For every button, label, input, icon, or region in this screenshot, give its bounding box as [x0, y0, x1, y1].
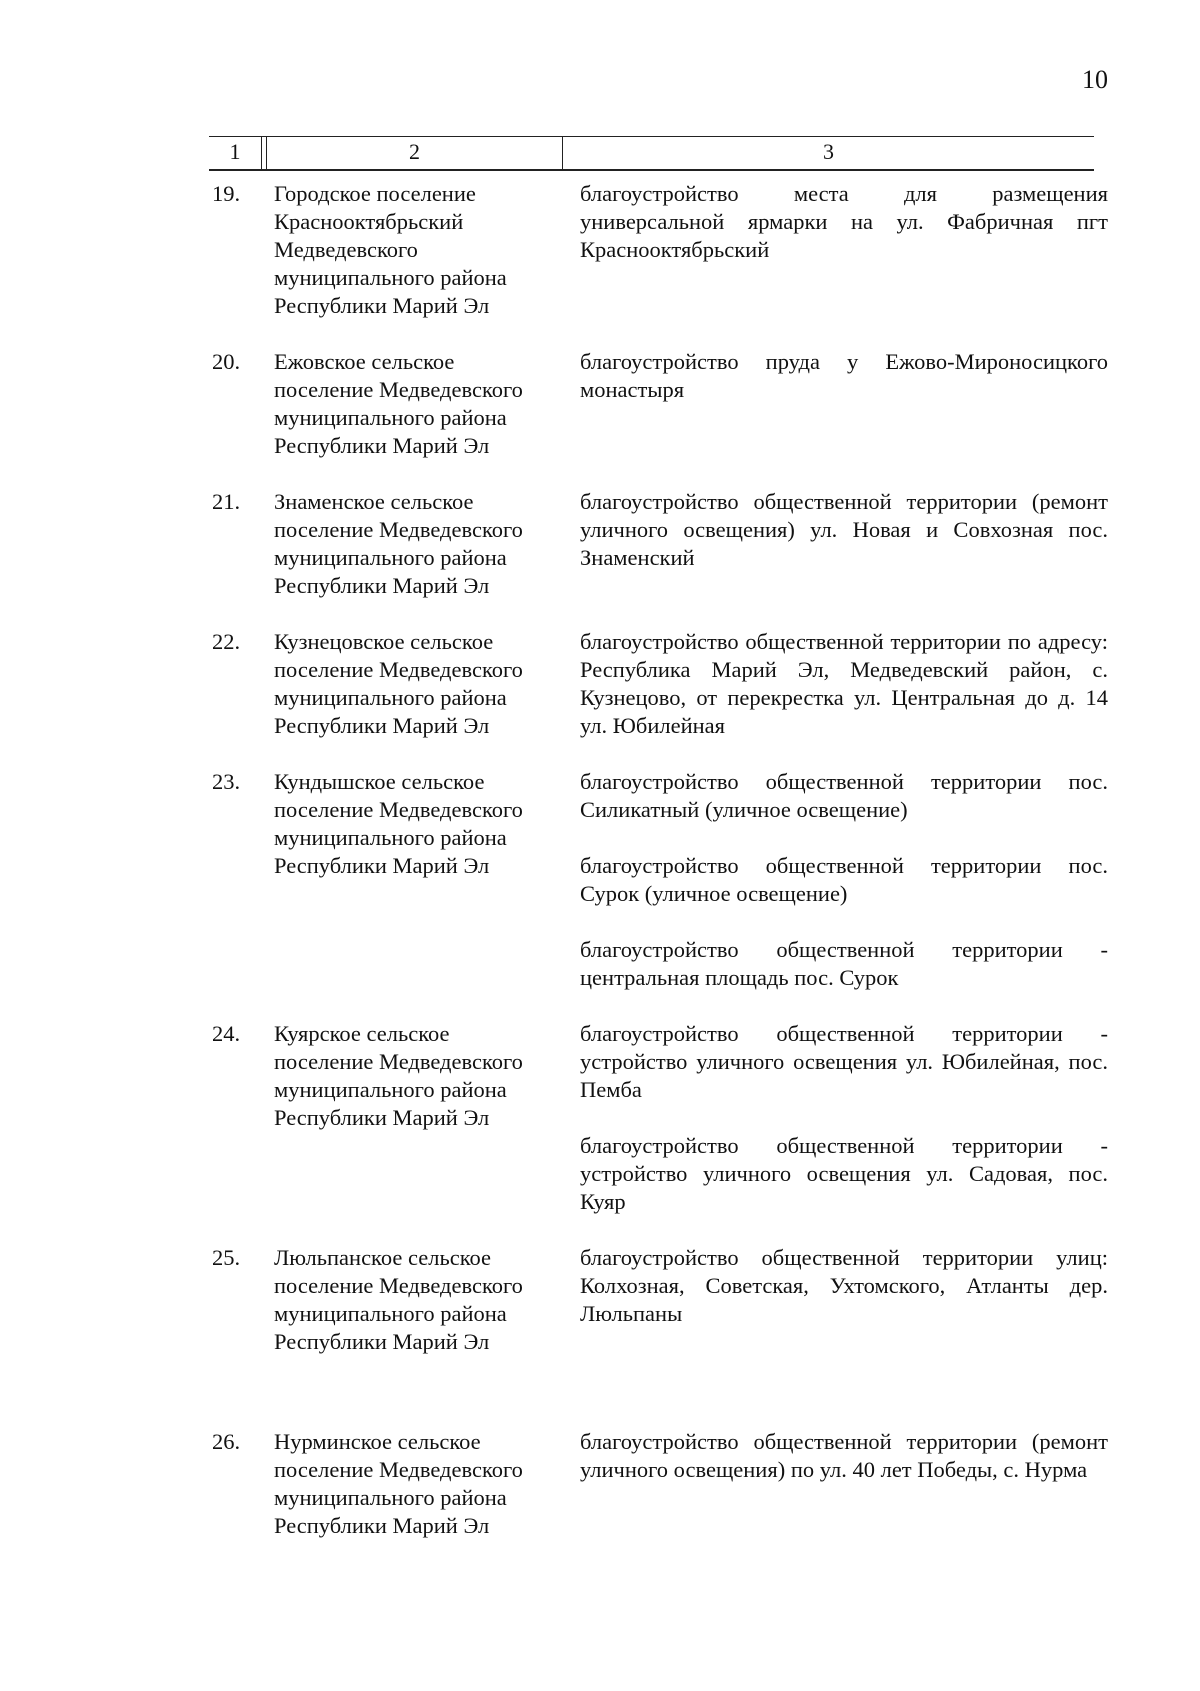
municipality-name — [274, 628, 566, 740]
project-description: благоустройство общественной территории (ремонт уличного освещения) по ул. 40 лет Победы, с. Нурма — [580, 1429, 1108, 1482]
project-list — [580, 1428, 1108, 1540]
project-description: благоустройство места для размещения универсальной ярмарки на ул. Фабричная пгт Краснооктябрьский — [580, 181, 1108, 262]
project-description: благоустройство общественной территории - устройство уличного освещения ул. Юбилейная, пос. Пемба — [580, 1021, 1108, 1102]
municipality-name-line: Краснооктябрьский — [274, 209, 464, 234]
table-row — [0, 628, 1200, 740]
municipality-name-line: Республики Марий Эл — [274, 853, 490, 878]
table-header — [209, 136, 1094, 171]
project-list — [580, 180, 1108, 320]
municipality-name-line: муниципального района — [274, 545, 507, 570]
project-description: благоустройство общественной территории пос. Сурок (уличное освещение) — [580, 853, 1108, 906]
municipality-name-line: поселение Медведевского — [274, 377, 523, 402]
project-description: благоустройство общественной территории (ремонт уличного освещения) ул. Новая и Совхозная пос. Знаменский — [580, 489, 1108, 570]
project-list — [580, 628, 1108, 740]
municipality-name-line: поселение Медведевского — [274, 1273, 523, 1298]
row-number: 20. — [212, 349, 241, 374]
project-description: благоустройство общественной территории пос. Силикатный (уличное освещение) — [580, 769, 1108, 822]
municipality-name-line: Республики Марий Эл — [274, 713, 490, 738]
header-col-2: 2 — [266, 137, 563, 169]
municipality-name-line: муниципального района — [274, 265, 507, 290]
municipality-name-line: поселение Медведевского — [274, 1457, 523, 1482]
project-list — [580, 488, 1108, 600]
project-description: благоустройство общественной территории - устройство уличного освещения ул. Садовая, пос. Куяр — [580, 1133, 1108, 1214]
municipality-name-line: Республики Марий Эл — [274, 293, 490, 318]
municipality-name-line: муниципального района — [274, 685, 507, 710]
municipality-name-line: Кундышское сельское — [274, 769, 485, 794]
project-description: благоустройство общественной территории улиц: Колхозная, Советская, Ухтомского, Атланты дер. Люльпаны — [580, 1245, 1108, 1326]
project-list — [580, 768, 1108, 992]
table-row — [0, 1020, 1200, 1216]
header-col-1: 1 — [209, 137, 262, 169]
municipality-name-line: Люльпанское сельское — [274, 1245, 492, 1270]
table-row — [0, 1428, 1200, 1540]
municipality-name-line: муниципального района — [274, 825, 507, 850]
municipality-name-line: поселение Медведевского — [274, 1049, 523, 1074]
municipality-name — [274, 180, 566, 320]
municipality-name-line: муниципального района — [274, 405, 507, 430]
municipality-name-line: Республики Марий Эл — [274, 1513, 490, 1538]
row-number: 19. — [212, 181, 241, 206]
table-body — [0, 180, 1200, 1568]
municipality-name-line: поселение Медведевского — [274, 517, 523, 542]
table-row — [0, 488, 1200, 600]
municipality-name-line: Республики Марий Эл — [274, 1329, 490, 1354]
municipality-name-line: Республики Марий Эл — [274, 1105, 490, 1130]
table-row — [0, 348, 1200, 460]
project-list — [580, 1020, 1108, 1216]
municipality-name-line: Нурминское сельское — [274, 1429, 481, 1454]
municipality-name-line: муниципального района — [274, 1077, 507, 1102]
municipality-name-line: Кузнецовское сельское — [274, 629, 494, 654]
municipality-name-line: Куярское сельское — [274, 1021, 450, 1046]
municipality-name-line: Республики Марий Эл — [274, 433, 490, 458]
row-number: 21. — [212, 489, 241, 514]
table-row — [0, 768, 1200, 992]
row-number: 22. — [212, 629, 241, 654]
municipality-name — [274, 1244, 566, 1356]
municipality-name-line: Знаменское сельское — [274, 489, 474, 514]
municipality-name — [274, 348, 566, 460]
municipality-name-line: муниципального района — [274, 1485, 507, 1510]
table-row — [0, 1244, 1200, 1356]
municipality-name — [274, 768, 566, 992]
project-list — [580, 1244, 1108, 1356]
header-col-3: 3 — [823, 139, 834, 164]
municipality-name-line: Медведевского — [274, 237, 418, 262]
municipality-name — [274, 1428, 566, 1540]
row-number: 25. — [212, 1245, 241, 1270]
table-row — [0, 180, 1200, 320]
municipality-name-line: Республики Марий Эл — [274, 573, 490, 598]
municipality-name-line: муниципального района — [274, 1301, 507, 1326]
municipality-name-line: Ежовское сельское — [274, 349, 455, 374]
row-number: 23. — [212, 769, 241, 794]
project-description: благоустройство пруда у Ежово-Мироносицкого монастыря — [580, 349, 1108, 402]
municipality-name — [274, 488, 566, 600]
row-number: 26. — [212, 1429, 241, 1454]
municipality-name-line: Городское поселение — [274, 181, 476, 206]
page-number: 10 — [1082, 65, 1108, 94]
municipality-name-line: поселение Медведевского — [274, 657, 523, 682]
row-number: 24. — [212, 1021, 241, 1046]
project-description: благоустройство общественной территории по адресу: Республика Марий Эл, Медведевский район, с. Кузнецово, от перекрестка ул. Центральная до д. 14 ул. Юбилейная — [580, 629, 1108, 738]
municipality-name — [274, 1020, 566, 1216]
project-description: благоустройство общественной территории - центральная площадь пос. Сурок — [580, 937, 1108, 990]
municipality-name-line: поселение Медведевского — [274, 797, 523, 822]
project-list — [580, 348, 1108, 460]
